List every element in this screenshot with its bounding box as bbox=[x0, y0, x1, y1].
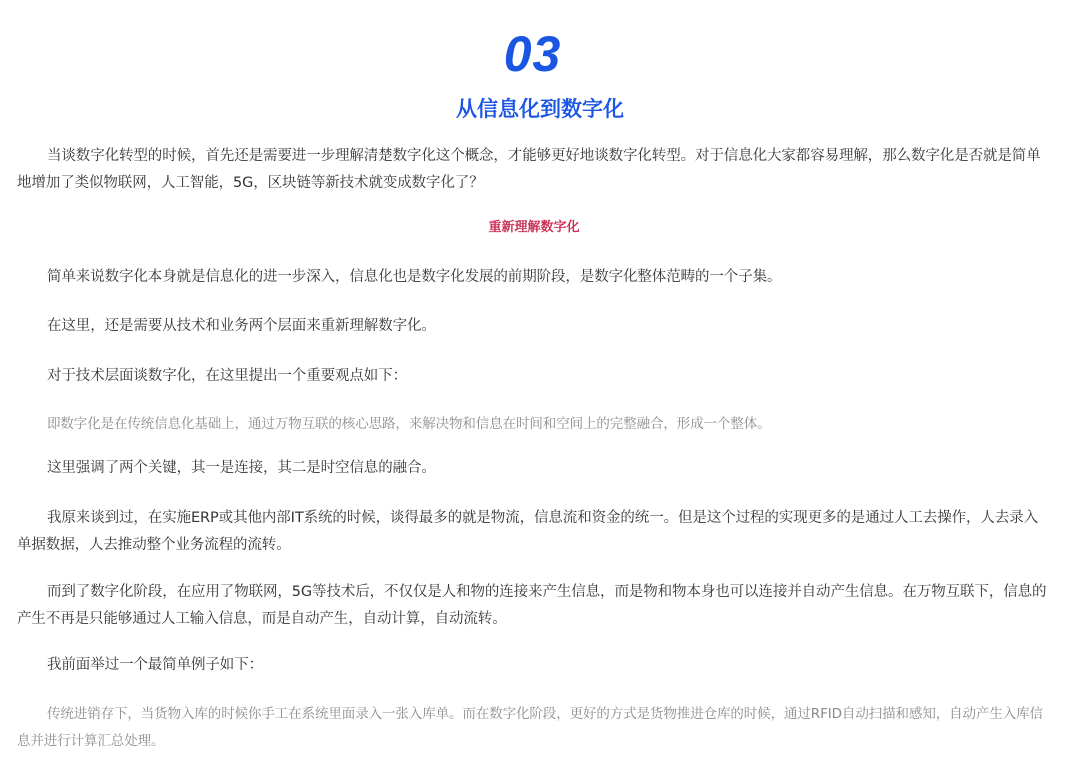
quote-example: 传统进销存下，当货物入库的时候你手工在系统里面录入一张入库单。而在数字化阶段，更好的方式是货物推进仓库的时候，通过RFID自动扫描和感知，自动产生入库信息并进行计算汇总处理。 bbox=[17, 706, 1043, 749]
section-title: 从信息化到数字化 bbox=[456, 97, 624, 121]
quote-core-view: 即数字化是在传统信息化基础上，通过万物互联的核心思路，来解决物和信息在时间和空间上的完整融合，形成一个整体。 bbox=[47, 416, 771, 432]
paragraph-technical-view: 对于技术层面谈数字化，在这里提出一个重要观点如下： bbox=[47, 368, 407, 384]
paragraph-intro: 当谈数字化转型的时候，首先还是需要进一步理解清楚数字化这个概念，才能够更好地谈数字化转型。对于信息化大家都容易理解，那么数字化是否就是简单地增加了类似物联网，人工智能，5G，区块链等新技术就变成数字化了？ bbox=[17, 148, 1041, 191]
section-number: 03 bbox=[503, 26, 562, 82]
paragraph-example-intro: 我前面举过一个最简单例子如下： bbox=[47, 657, 263, 673]
paragraph-two-keys: 这里强调了两个关键，其一是连接，其二是时空信息的融合。 bbox=[47, 460, 436, 476]
subheading: 重新理解数字化 bbox=[488, 220, 580, 235]
paragraph-iot: 而到了数字化阶段，在应用了物联网，5G等技术后，不仅仅是人和物的连接来产生信息，而是物和物本身也可以连接并自动产生信息。在万物互联下，信息的产生不再是只能够通过人工输入信息，而是自动产生，自动计算，自动流转。 bbox=[17, 584, 1047, 627]
paragraph-two-levels: 在这里，还是需要从技术和业务两个层面来重新理解数字化。 bbox=[47, 318, 436, 334]
paragraph-definition: 简单来说数字化本身就是信息化的进一步深入，信息化也是数字化发展的前期阶段，是数字化整体范畴的一个子集。 bbox=[47, 269, 782, 285]
paragraph-erp: 我原来谈到过，在实施ERP或其他内部IT系统的时候，谈得最多的就是物流，信息流和资金的统一。但是这个过程的实现更多的是通过人工去操作，人去录入单据数据，人去推动整个业务流程的流转。 bbox=[17, 510, 1039, 553]
